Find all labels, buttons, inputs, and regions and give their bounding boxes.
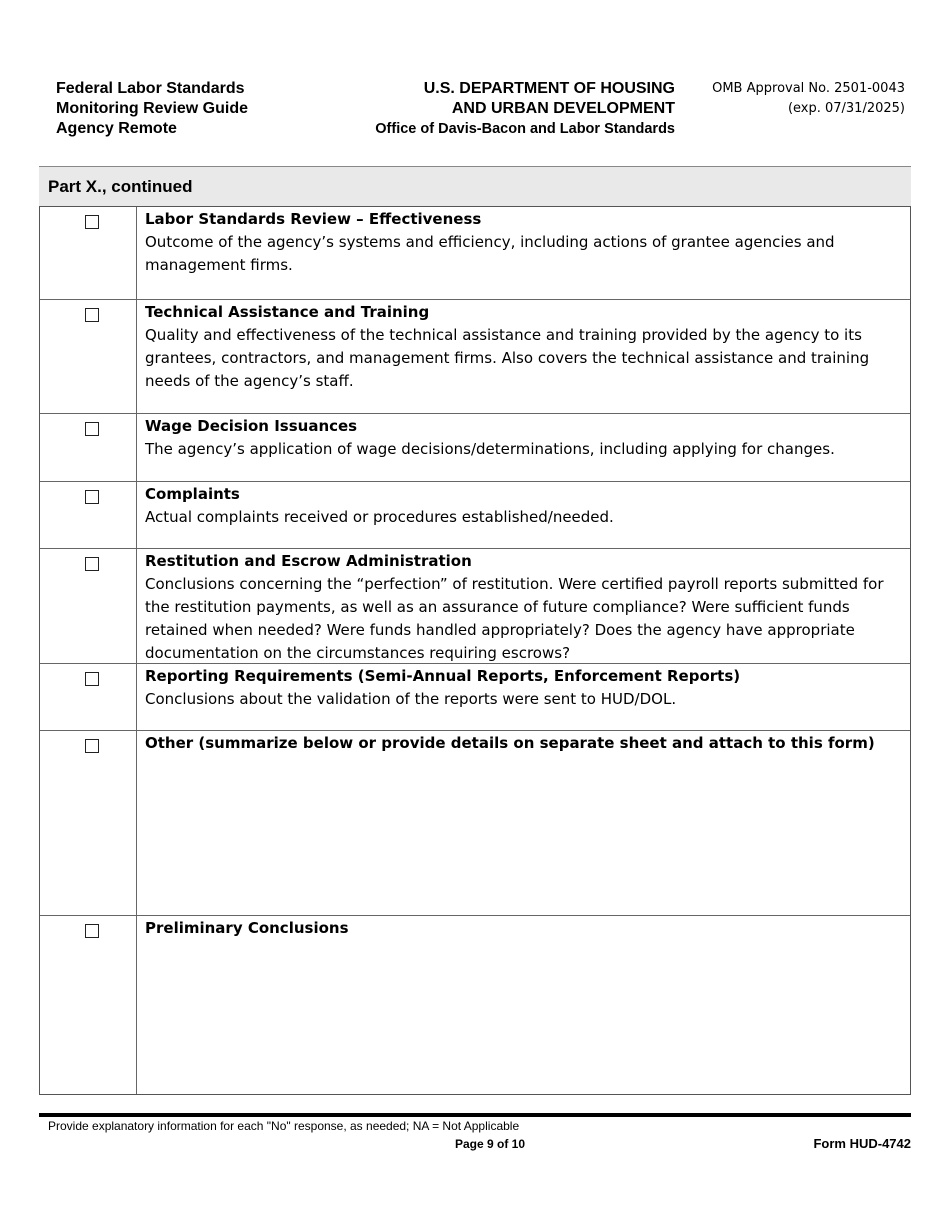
item-checkbox[interactable] <box>85 672 99 686</box>
item-description: Conclusions about the validation of the reports were sent to HUD/DOL. <box>145 690 677 708</box>
item-text-cell <box>145 415 905 461</box>
item-checkbox[interactable] <box>85 739 99 753</box>
checkbox-cell <box>40 916 137 1094</box>
item-title: Restitution and Escrow Administration <box>145 552 472 570</box>
review-item-row <box>40 207 910 300</box>
checkbox-cell <box>40 664 137 730</box>
part-section-header <box>39 166 911 207</box>
item-checkbox[interactable] <box>85 490 99 504</box>
review-item-row <box>40 414 910 482</box>
item-text-cell <box>145 665 905 711</box>
item-text-cell <box>145 208 905 277</box>
form-title-line-2: Monitoring Review Guide <box>56 100 249 117</box>
item-checkbox[interactable] <box>85 215 99 229</box>
item-checkbox[interactable] <box>85 422 99 436</box>
part-title: Part X., continued <box>48 177 193 196</box>
department-line-2: AND URBAN DEVELOPMENT <box>451 100 675 117</box>
form-title-line-3: Agency Remote <box>56 120 177 137</box>
review-item-row <box>40 731 910 916</box>
footer-divider <box>39 1113 911 1117</box>
review-item-row <box>40 300 910 414</box>
footer-note: Provide explanatory information for each "No" response, as needed; NA = Not Applicable <box>48 1119 520 1133</box>
item-text-cell[interactable] <box>145 732 905 755</box>
review-item-row <box>40 916 910 1094</box>
item-text-cell <box>145 483 905 529</box>
checkbox-cell <box>40 207 137 299</box>
form-title-line-1: Federal Labor Standards <box>56 80 245 97</box>
item-title: Wage Decision Issuances <box>145 417 358 435</box>
item-title: Preliminary Conclusions <box>145 919 349 937</box>
item-description: Outcome of the agency’s systems and efficiency, including actions of grantee agencies and management firms. <box>145 233 835 274</box>
item-title: Complaints <box>145 485 240 503</box>
item-description: The agency’s application of wage decisions/determinations, including applying for changes. <box>145 440 835 458</box>
item-description: Quality and effectiveness of the technical assistance and training provided by the agency to its grantees, contractors, and management firms. Also covers the technical assistance and training needs of the agency’s staff. <box>145 326 870 390</box>
omb-approval-block <box>690 79 905 119</box>
form-title-block <box>56 79 316 139</box>
checkbox-cell <box>40 300 137 413</box>
office-name: Office of Davis-Bacon and Labor Standards <box>375 121 675 137</box>
form-number: Form HUD-4742 <box>813 1136 911 1151</box>
checkbox-cell <box>40 731 137 915</box>
department-block <box>330 79 675 139</box>
review-item-row <box>40 664 910 731</box>
item-title: Reporting Requirements (Semi-Annual Reports, Enforcement Reports) <box>145 667 741 685</box>
item-checkbox[interactable] <box>85 308 99 322</box>
item-title: Labor Standards Review – Effectiveness <box>145 210 482 228</box>
item-text-cell[interactable] <box>145 917 905 940</box>
checkbox-cell <box>40 414 137 481</box>
item-text-cell <box>145 550 905 665</box>
item-title: Other (summarize below or provide details on separate sheet and attach to this form) <box>145 734 875 752</box>
checkbox-cell <box>40 482 137 548</box>
item-text-cell <box>145 301 905 393</box>
omb-expiration: (exp. 07/31/2025) <box>787 101 905 116</box>
item-checkbox[interactable] <box>85 924 99 938</box>
page-number: Page 9 of 10 <box>454 1137 526 1151</box>
review-items-table <box>39 207 911 1095</box>
item-title: Technical Assistance and Training <box>145 303 430 321</box>
item-description: Actual complaints received or procedures established/needed. <box>145 508 614 526</box>
checkbox-cell <box>40 549 137 663</box>
omb-approval-number: OMB Approval No. 2501-0043 <box>712 81 905 96</box>
review-item-row <box>40 482 910 549</box>
item-description: Conclusions concerning the “perfection” of restitution. Were certified payroll reports submitted for the restitution payments, as well as an assurance of future compliance? Were sufficient funds retained when needed? Were funds handled appropriately? Does the agency have appropriate documentation on the circumstances requiring escrows? <box>145 575 884 662</box>
department-line-1: U.S. DEPARTMENT OF HOUSING <box>423 80 675 97</box>
review-item-row <box>40 549 910 664</box>
item-checkbox[interactable] <box>85 557 99 571</box>
